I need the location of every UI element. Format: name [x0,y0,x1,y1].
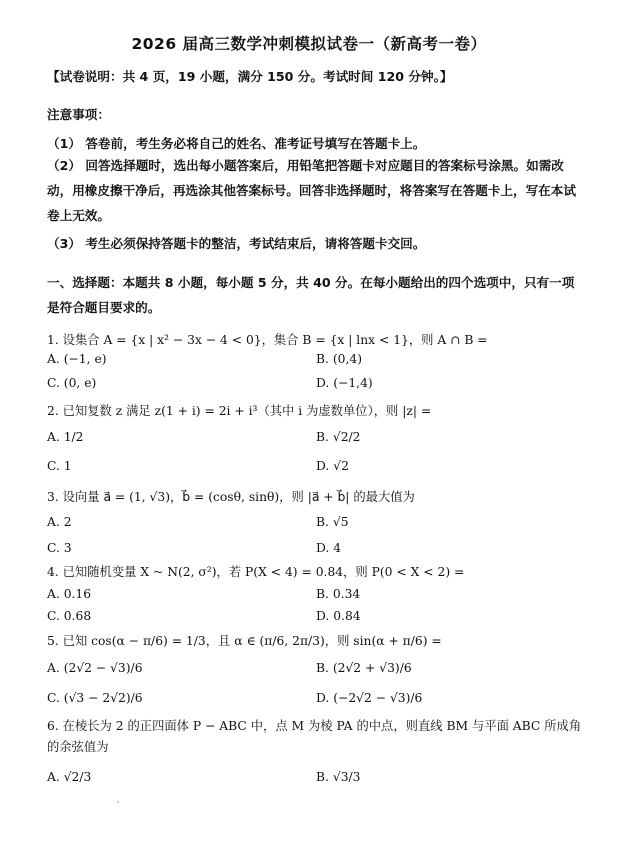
question-2-stem: 2. 已知复数 z 满足 z(1 + i) = 2i + i³（其中 i 为虚数单位），则 |z| = [47,404,432,418]
question-1-stem: 1. 设集合 A = {x | x² − 3x − 4 < 0}，集合 B = {x | lnx < 1}，则 A ∩ B = [47,333,488,347]
exam-info: 【试卷说明：共 4 页，19 小题，满分 150 分。考试时间 120 分钟。】 [47,69,453,84]
question-4-option-a: A. 0.16 [47,587,92,601]
section-intro: 一、选择题：本题共 8 小题，每小题 5 分，共 40 分。在每小题给出的四个选项中，只有一项是符合题目要求的。 [47,275,575,315]
question-5-option-c: C. (√3 − 2√2)/6 [47,691,143,705]
question-2-option-b: B. √2/2 [316,430,361,444]
notice-item-3: （3） 考生必须保持答题卡的整洁，考试结束后，请将答题卡交回。 [47,236,426,251]
question-3-stem: 3. 设向量 a⃗ = (1, √3)，b⃗ = (cosθ, sinθ)，则 |a⃗ + b⃗| 的最大值为 [47,490,415,504]
question-1-option-a: A. (−1, e) [47,352,107,366]
question-4-stem: 4. 已知随机变量 X ~ N(2, σ²)，若 P(X < 4) = 0.84，则 P(0 < X < 2) = [47,565,465,579]
question-3-option-d: D. 4 [316,541,342,555]
question-5-option-b: B. (2√2 + √3)/6 [316,661,412,675]
notice-item-1: （1） 答卷前，考生务必将自己的姓名、准考证号填写在答题卡上。 [47,136,426,151]
question-6-option-b: B. √3/3 [316,770,361,784]
notice-heading: 注意事项： [47,107,110,122]
page-title: 2026 届高三数学冲刺模拟试卷一（新高考一卷） [131,35,487,53]
question-3-option-c: C. 3 [47,541,72,555]
question-2-option-d: D. √2 [316,459,349,473]
question-5-option-a: A. (2√2 − √3)/6 [47,661,143,675]
question-3-option-a: A. 2 [47,515,72,529]
question-3-option-b: B. √5 [316,515,349,529]
notice-item-2: （2） 回答选择题时，选出每小题答案后，用铅笔把答题卡对应题目的答案标号涂黑。如需改动，用橡皮擦干净后，再选涂其他答案标号。回答非选择题时，将答案写在答题卡上，写在本试卷上无效。 [47,158,576,223]
question-2-option-c: C. 1 [47,459,72,473]
question-1-option-c: C. (0, e) [47,376,97,390]
question-4-option-d: D. 0.84 [316,609,361,623]
question-6-stem: 6. 在棱长为 2 的正四面体 P − ABC 中，点 M 为棱 PA 的中点，则直线 BM 与平面 ABC 所成角的余弦值为 [47,719,582,754]
question-5-option-d: D. (−2√2 − √3)/6 [316,691,423,705]
question-1-option-d: D. (−1,4) [316,376,373,390]
question-4-option-b: B. 0.34 [316,587,361,601]
question-6-option-a: A. √2/3 [47,770,92,784]
question-2-option-a: A. 1/2 [47,430,84,444]
question-5-stem: 5. 已知 cos(α − π/6) = 1/3，且 α ∈ (π/6, 2π/3)，则 sin(α + π/6) = [47,634,442,648]
question-1-option-b: B. (0,4) [316,352,363,366]
question-4-option-c: C. 0.68 [47,609,92,623]
scan-speck [117,801,119,803]
